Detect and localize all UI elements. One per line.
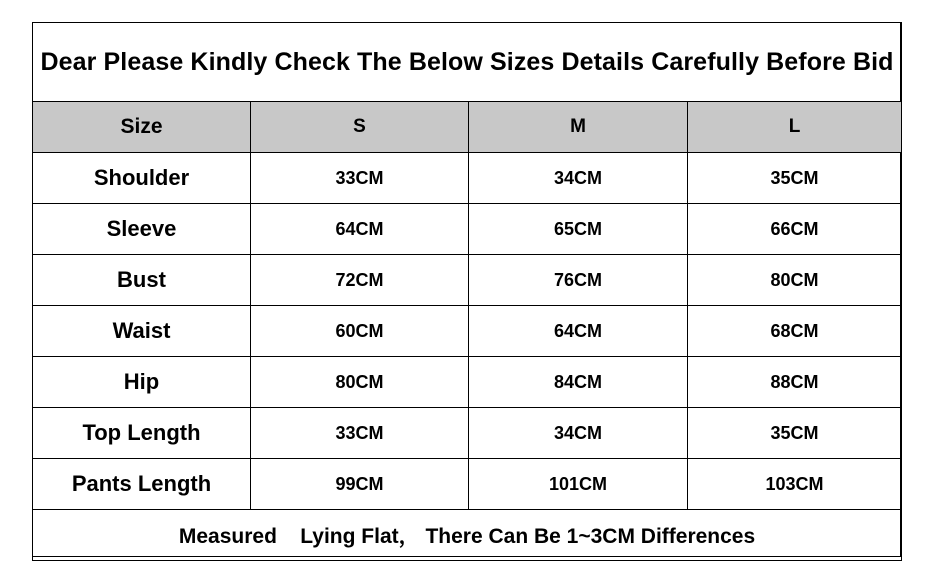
table-cell: 72CM: [251, 255, 469, 306]
row-label: Shoulder: [33, 153, 251, 204]
table-cell: 80CM: [251, 357, 469, 408]
table-cell: 60CM: [251, 306, 469, 357]
table-cell: 103CM: [688, 459, 902, 510]
chart-title: Dear Please Kindly Check The Below Sizes Details Carefully Before Bid: [33, 23, 902, 102]
size-m-header: M: [469, 102, 688, 153]
table-cell: 88CM: [688, 357, 902, 408]
size-s-header: S: [251, 102, 469, 153]
row-label: Pants Length: [33, 459, 251, 510]
row-label: Hip: [33, 357, 251, 408]
table-cell: 64CM: [251, 204, 469, 255]
table-cell: 34CM: [469, 408, 688, 459]
size-chart: [32, 22, 901, 557]
table-row: [33, 408, 902, 459]
size-column-header: Size: [33, 102, 251, 153]
table-cell: 33CM: [251, 408, 469, 459]
table-cell: 80CM: [688, 255, 902, 306]
row-label: Top Length: [33, 408, 251, 459]
measurement-note: Measured Lying Flat， There Can Be 1~3CM Differences: [33, 510, 902, 561]
table-cell: 35CM: [688, 408, 902, 459]
table-row: [33, 459, 902, 510]
table-cell: 64CM: [469, 306, 688, 357]
table-cell: 99CM: [251, 459, 469, 510]
table-cell: 76CM: [469, 255, 688, 306]
table-cell: 66CM: [688, 204, 902, 255]
table-cell: 68CM: [688, 306, 902, 357]
table-row: [33, 357, 902, 408]
table-cell: 35CM: [688, 153, 902, 204]
table-cell: 33CM: [251, 153, 469, 204]
table-cell: 84CM: [469, 357, 688, 408]
row-label: Bust: [33, 255, 251, 306]
table-row: [33, 306, 902, 357]
table-row: [33, 153, 902, 204]
table-cell: 34CM: [469, 153, 688, 204]
header-row: [33, 102, 902, 153]
table-cell: 101CM: [469, 459, 688, 510]
row-label: Sleeve: [33, 204, 251, 255]
table-row: [33, 204, 902, 255]
size-l-header: L: [688, 102, 902, 153]
table-cell: 65CM: [469, 204, 688, 255]
size-table: [32, 22, 902, 561]
table-row: [33, 255, 902, 306]
row-label: Waist: [33, 306, 251, 357]
